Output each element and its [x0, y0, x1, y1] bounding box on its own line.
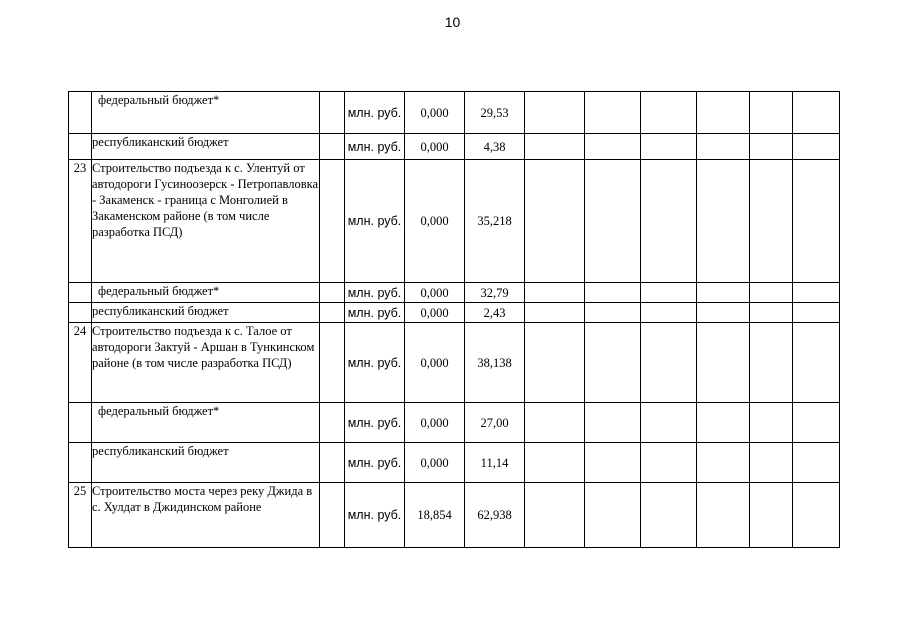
empty-cell — [525, 134, 585, 160]
unit-cell: млн. руб. — [345, 160, 405, 283]
value-cell: 4,38 — [465, 134, 525, 160]
empty-cell — [585, 403, 641, 443]
empty-cell — [320, 443, 345, 483]
table-row — [69, 160, 840, 283]
table-row — [69, 443, 840, 483]
empty-cell — [525, 323, 585, 403]
table-row — [69, 283, 840, 303]
value-cell: 0,000 — [405, 403, 465, 443]
table-row — [69, 134, 840, 160]
empty-cell — [525, 483, 585, 548]
value-cell: 0,000 — [405, 134, 465, 160]
empty-cell — [793, 283, 840, 303]
empty-cell — [525, 92, 585, 134]
empty-cell — [641, 443, 697, 483]
row-name: Строительство подъезда к с. Талое от автодороги Зактуй - Аршан в Тункинском районе (в том числе разработка ПСД) — [92, 323, 320, 403]
empty-cell — [641, 303, 697, 323]
empty-cell — [697, 323, 750, 403]
row-number: 23 — [69, 160, 92, 283]
unit-cell: млн. руб. — [345, 443, 405, 483]
empty-cell — [525, 303, 585, 323]
empty-cell — [525, 160, 585, 283]
empty-cell — [750, 303, 793, 323]
table-row — [69, 92, 840, 134]
empty-cell — [697, 283, 750, 303]
empty-cell — [793, 160, 840, 283]
empty-cell — [641, 483, 697, 548]
row-name: Строительство моста через реку Джида в с. Хулдат в Джидинском районе — [92, 483, 320, 548]
empty-cell — [697, 483, 750, 548]
value-cell: 0,000 — [405, 443, 465, 483]
row-name: федеральный бюджет* — [92, 92, 320, 134]
empty-cell — [793, 303, 840, 323]
empty-cell — [585, 92, 641, 134]
empty-cell — [750, 134, 793, 160]
unit-cell: млн. руб. — [345, 283, 405, 303]
empty-cell — [585, 134, 641, 160]
row-name: республиканский бюджет — [92, 134, 320, 160]
empty-cell — [697, 443, 750, 483]
row-number: 25 — [69, 483, 92, 548]
empty-cell — [750, 323, 793, 403]
empty-cell — [750, 403, 793, 443]
empty-cell — [525, 403, 585, 443]
value-cell: 0,000 — [405, 92, 465, 134]
empty-cell — [750, 283, 793, 303]
empty-cell — [641, 134, 697, 160]
row-number — [69, 403, 92, 443]
empty-cell — [320, 403, 345, 443]
empty-cell — [641, 403, 697, 443]
value-cell: 0,000 — [405, 160, 465, 283]
empty-cell — [320, 303, 345, 323]
empty-cell — [793, 323, 840, 403]
value-cell: 35,218 — [465, 160, 525, 283]
empty-cell — [585, 283, 641, 303]
row-number: 24 — [69, 323, 92, 403]
page-number: 10 — [444, 14, 461, 30]
value-cell: 62,938 — [465, 483, 525, 548]
row-number — [69, 303, 92, 323]
empty-cell — [641, 283, 697, 303]
value-cell: 38,138 — [465, 323, 525, 403]
unit-cell: млн. руб. — [345, 134, 405, 160]
empty-cell — [697, 92, 750, 134]
empty-cell — [697, 160, 750, 283]
unit-cell: млн. руб. — [345, 303, 405, 323]
row-number — [69, 134, 92, 160]
empty-cell — [697, 134, 750, 160]
empty-cell — [525, 443, 585, 483]
row-number — [69, 283, 92, 303]
empty-cell — [585, 323, 641, 403]
empty-cell — [641, 323, 697, 403]
row-number — [69, 92, 92, 134]
empty-cell — [320, 160, 345, 283]
empty-cell — [320, 283, 345, 303]
value-cell: 32,79 — [465, 283, 525, 303]
unit-cell: млн. руб. — [345, 483, 405, 548]
unit-cell: млн. руб. — [345, 323, 405, 403]
empty-cell — [697, 303, 750, 323]
row-name: федеральный бюджет* — [92, 403, 320, 443]
value-cell: 2,43 — [465, 303, 525, 323]
table-row — [69, 483, 840, 548]
budget-table — [68, 91, 840, 548]
row-name: республиканский бюджет — [92, 443, 320, 483]
row-name: федеральный бюджет* — [92, 283, 320, 303]
row-name: Строительство подъезда к с. Улентуй от автодороги Гусиноозерск - Петропавловка - Закаменск - граница с Монголией в Закаменском районе (в том числе разработка ПСД) — [92, 160, 320, 283]
value-cell: 0,000 — [405, 303, 465, 323]
empty-cell — [320, 92, 345, 134]
row-number — [69, 443, 92, 483]
empty-cell — [793, 134, 840, 160]
table-row — [69, 323, 840, 403]
value-cell: 11,14 — [465, 443, 525, 483]
row-name: республиканский бюджет — [92, 303, 320, 323]
value-cell: 0,000 — [405, 323, 465, 403]
empty-cell — [320, 323, 345, 403]
empty-cell — [585, 303, 641, 323]
empty-cell — [793, 483, 840, 548]
empty-cell — [750, 160, 793, 283]
empty-cell — [585, 443, 641, 483]
empty-cell — [793, 92, 840, 134]
table-row — [69, 303, 840, 323]
value-cell: 29,53 — [465, 92, 525, 134]
empty-cell — [641, 92, 697, 134]
empty-cell — [793, 443, 840, 483]
empty-cell — [320, 134, 345, 160]
empty-cell — [793, 403, 840, 443]
empty-cell — [585, 160, 641, 283]
empty-cell — [697, 403, 750, 443]
empty-cell — [641, 160, 697, 283]
value-cell: 27,00 — [465, 403, 525, 443]
empty-cell — [525, 283, 585, 303]
value-cell: 18,854 — [405, 483, 465, 548]
empty-cell — [750, 483, 793, 548]
unit-cell: млн. руб. — [345, 403, 405, 443]
table-row — [69, 403, 840, 443]
unit-cell: млн. руб. — [345, 92, 405, 134]
empty-cell — [320, 483, 345, 548]
empty-cell — [750, 443, 793, 483]
empty-cell — [585, 483, 641, 548]
value-cell: 0,000 — [405, 283, 465, 303]
empty-cell — [750, 92, 793, 134]
